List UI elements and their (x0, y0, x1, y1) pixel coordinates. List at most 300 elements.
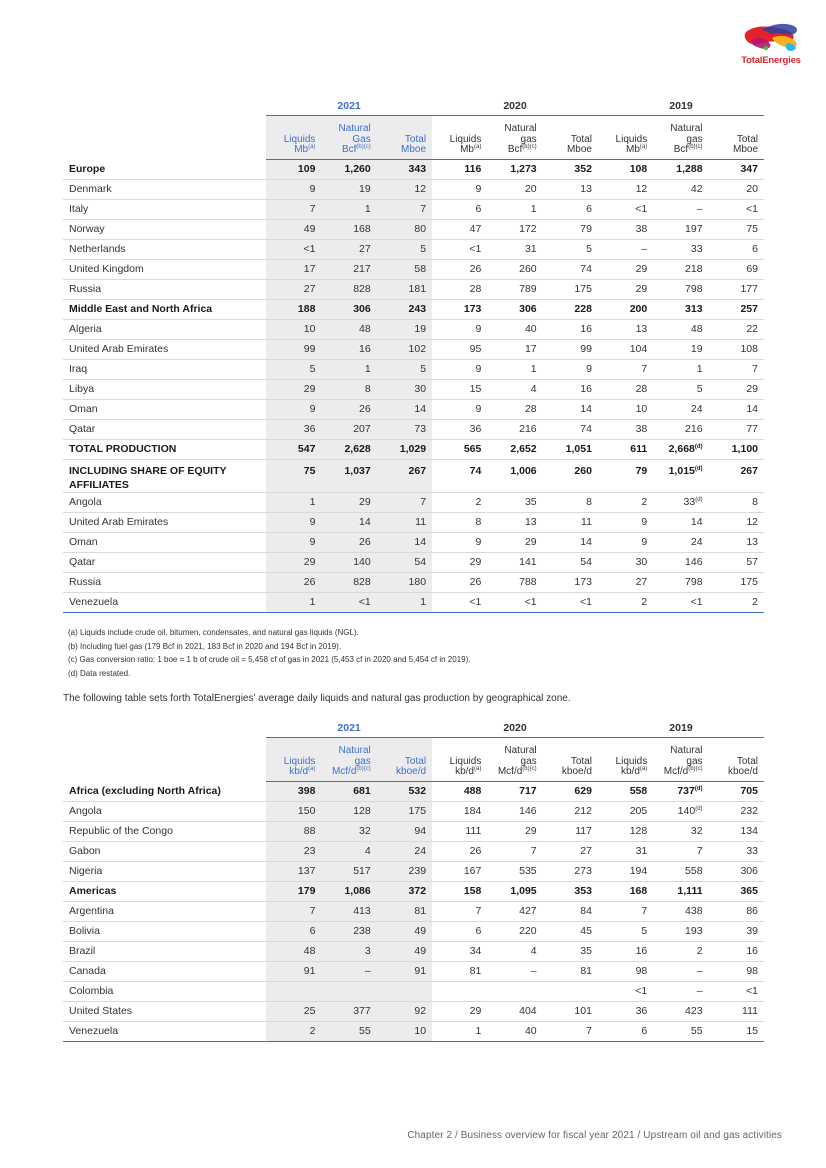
table-cell: 9 (598, 512, 653, 532)
table-cell: 7 (709, 359, 764, 379)
column-header: Natural gas Mcf/$d^{(b)(c)}$ (653, 737, 708, 781)
table-cell: 789 (487, 279, 542, 299)
table-cell: <1 (598, 199, 653, 219)
table-cell: 32 (653, 821, 708, 841)
table-cell: 137 (266, 861, 321, 881)
table-cell: 33 (709, 841, 764, 861)
table-cell: 611 (598, 439, 653, 459)
table-cell: 173 (543, 572, 598, 592)
table-cell: 1 (266, 592, 321, 612)
table-cell: 175 (709, 572, 764, 592)
table-cell: – (487, 961, 542, 981)
table-cell: 79 (598, 459, 653, 492)
table-cell: 95 (432, 339, 487, 359)
table-cell: 352 (543, 159, 598, 179)
table-cell: 23 (266, 841, 321, 861)
table-row (63, 552, 764, 572)
table-cell: 101 (543, 1001, 598, 1021)
row-label: Middle East and North Africa (63, 299, 266, 319)
table-cell: 58 (377, 259, 432, 279)
table-cell: 140 (321, 552, 376, 572)
table-cell: 5 (543, 239, 598, 259)
table-cell: 13 (709, 532, 764, 552)
table-cell: 36 (598, 1001, 653, 1021)
year-header: 2021 (266, 97, 432, 115)
table-cell: 173 (432, 299, 487, 319)
logo-text: TotalEnergies (741, 55, 801, 66)
table-cell: 1 (487, 359, 542, 379)
row-label: Canada (63, 961, 266, 981)
table-cell: 343 (377, 159, 432, 179)
row-label: Oman (63, 532, 266, 552)
table-row (63, 179, 764, 199)
table-cell: 22 (709, 319, 764, 339)
table-cell: 9 (432, 319, 487, 339)
row-label: Angola (63, 801, 266, 821)
table-cell: 91 (266, 961, 321, 981)
table-cell: 184 (432, 801, 487, 821)
table-cell: 11 (543, 512, 598, 532)
table-cell: 141 (487, 552, 542, 572)
table-cell: 24 (377, 841, 432, 861)
year-header: 2019 (598, 719, 764, 737)
table-cell: 232 (709, 801, 764, 821)
table-cell: 2,668$^{(d)}$ (653, 439, 708, 459)
table-cell: 207 (321, 419, 376, 439)
table-cell: 168 (321, 219, 376, 239)
table-cell: 16 (321, 339, 376, 359)
table-cell: 81 (543, 961, 598, 981)
table-cell: 35 (543, 941, 598, 961)
table-cell: 16 (543, 319, 598, 339)
row-label: Algeria (63, 319, 266, 339)
table-row (63, 592, 764, 612)
table-cell: 8 (543, 492, 598, 512)
table-cell: 19 (321, 179, 376, 199)
table-cell: 2,652 (487, 439, 542, 459)
table-cell: 1,015$^{(d)}$ (653, 459, 708, 492)
table-cell: 267 (709, 459, 764, 492)
daily-production-table (63, 719, 764, 1042)
table-cell: <1 (709, 199, 764, 219)
table-cell: <1 (432, 592, 487, 612)
table-cell: 558 (598, 781, 653, 801)
table-cell: 29 (432, 1001, 487, 1021)
table-cell: 20 (487, 179, 542, 199)
row-label: Venezuela (63, 592, 266, 612)
table-cell: 146 (487, 801, 542, 821)
table-cell: 372 (377, 881, 432, 901)
column-header: Liquids Mb$^{(a)}$ (432, 115, 487, 159)
table-cell: 116 (432, 159, 487, 179)
table-row (63, 359, 764, 379)
table-cell: 4 (487, 379, 542, 399)
table-cell: 717 (487, 781, 542, 801)
table-cell: 2 (266, 1021, 321, 1041)
table-cell: 1 (266, 492, 321, 512)
table-cell: <1 (432, 239, 487, 259)
table-cell: 200 (598, 299, 653, 319)
footnote-d: (d) Data restated. (68, 668, 131, 678)
table-cell (543, 981, 598, 1001)
table-row (63, 439, 764, 459)
table-cell: 260 (487, 259, 542, 279)
row-label: Argentina (63, 901, 266, 921)
table-cell: 33$^{(d)}$ (653, 492, 708, 512)
table-row (63, 1001, 764, 1021)
table-row (63, 239, 764, 259)
table-row (63, 199, 764, 219)
table-cell: 69 (709, 259, 764, 279)
table-cell: 404 (487, 1001, 542, 1021)
table-cell: 39 (709, 921, 764, 941)
table-cell: 306 (487, 299, 542, 319)
table-cell: 5 (598, 921, 653, 941)
table-cell: 91 (377, 961, 432, 981)
table-cell: 38 (598, 219, 653, 239)
row-label: Americas (63, 881, 266, 901)
table-cell: 7 (266, 901, 321, 921)
table-cell: 193 (653, 921, 708, 941)
table-cell: 12 (709, 512, 764, 532)
table-cell (377, 981, 432, 1001)
table-cell: 5 (377, 359, 432, 379)
row-label: TOTAL PRODUCTION (63, 439, 266, 459)
table-cell: 75 (266, 459, 321, 492)
table-cell: 681 (321, 781, 376, 801)
row-label: United Arab Emirates (63, 339, 266, 359)
table-row (63, 532, 764, 552)
table-cell: 243 (377, 299, 432, 319)
table-cell: 30 (598, 552, 653, 572)
table-cell: 29 (487, 532, 542, 552)
column-header: Liquids Mb$^{(a)}$ (598, 115, 653, 159)
table-cell: 55 (321, 1021, 376, 1041)
table-cell: 828 (321, 572, 376, 592)
table-cell: 26 (321, 532, 376, 552)
table-cell: 194 (598, 861, 653, 881)
table-cell: 488 (432, 781, 487, 801)
table-cell: 5 (653, 379, 708, 399)
table-cell: 220 (487, 921, 542, 941)
table-cell: 6 (543, 199, 598, 219)
table-cell: 26 (266, 572, 321, 592)
table-cell: 28 (487, 399, 542, 419)
table-cell: 111 (709, 1001, 764, 1021)
table-cell: 168 (598, 881, 653, 901)
column-header: Liquids $kb/d^{(a)}$ (432, 737, 487, 781)
table-cell: 14 (543, 399, 598, 419)
row-label: Iraq (63, 359, 266, 379)
table-cell: 6 (432, 199, 487, 219)
year-header: 2020 (432, 719, 598, 737)
table-cell: 8 (321, 379, 376, 399)
table-cell: 57 (709, 552, 764, 572)
table-cell: 24 (653, 532, 708, 552)
table-cell: 9 (432, 359, 487, 379)
table-cell: 49 (377, 941, 432, 961)
table-cell: 438 (653, 901, 708, 921)
table-cell: 73 (377, 419, 432, 439)
table-cell: 1 (377, 592, 432, 612)
table-cell: 9 (432, 399, 487, 419)
table-row (63, 781, 764, 801)
table-cell: 158 (432, 881, 487, 901)
table-cell: 15 (709, 1021, 764, 1041)
table-cell: 217 (321, 259, 376, 279)
table-cell: 7 (266, 199, 321, 219)
table-cell: 102 (377, 339, 432, 359)
table-row (63, 339, 764, 359)
table-row (63, 572, 764, 592)
table-cell: 218 (653, 259, 708, 279)
table-cell: – (598, 239, 653, 259)
table-cell: 34 (432, 941, 487, 961)
row-label: Venezuela (63, 1021, 266, 1041)
table-cell: 14 (653, 512, 708, 532)
table-cell: 517 (321, 861, 376, 881)
row-label: United Kingdom (63, 259, 266, 279)
table-cell: 128 (321, 801, 376, 821)
logo-mark-icon (742, 22, 800, 54)
table-cell: 74 (543, 259, 598, 279)
table-cell: 9 (543, 359, 598, 379)
column-header: Natural Gas Bcf$^{(b)(c)}$ (321, 115, 376, 159)
table-cell: 29 (598, 259, 653, 279)
table-cell: 75 (709, 219, 764, 239)
table-cell: 3 (321, 941, 376, 961)
table-cell: 7 (598, 359, 653, 379)
table-cell: 181 (377, 279, 432, 299)
table-cell: 10 (266, 319, 321, 339)
table-cell: 5 (266, 359, 321, 379)
table-cell: 1,273 (487, 159, 542, 179)
table-cell: 398 (266, 781, 321, 801)
table-cell: 26 (321, 399, 376, 419)
table-cell: 313 (653, 299, 708, 319)
column-header: Total kboe/d (377, 737, 432, 781)
row-label: United States (63, 1001, 266, 1021)
table-cell: 55 (653, 1021, 708, 1041)
row-label: Norway (63, 219, 266, 239)
table-cell: 9 (266, 512, 321, 532)
table-cell: 26 (432, 572, 487, 592)
table-cell: 28 (598, 379, 653, 399)
table-row (63, 419, 764, 439)
table-cell: 273 (543, 861, 598, 881)
row-label: Russia (63, 279, 266, 299)
table-cell: 12 (377, 179, 432, 199)
table-cell: 16 (709, 941, 764, 961)
table-cell: <1 (266, 239, 321, 259)
table-cell: 798 (653, 572, 708, 592)
table-row (63, 459, 764, 492)
table-row (63, 399, 764, 419)
table-cell: 98 (709, 961, 764, 981)
table-cell: 117 (543, 821, 598, 841)
table-row (63, 801, 764, 821)
table-row (63, 941, 764, 961)
row-label: Oman (63, 399, 266, 419)
table-cell: 42 (653, 179, 708, 199)
table-cell: 1 (321, 199, 376, 219)
table-row (63, 379, 764, 399)
table-cell: 175 (543, 279, 598, 299)
table-cell: 197 (653, 219, 708, 239)
table-cell: 188 (266, 299, 321, 319)
table-cell: 1,006 (487, 459, 542, 492)
table-cell: 9 (266, 179, 321, 199)
table-cell: 177 (709, 279, 764, 299)
table-cell: 365 (709, 881, 764, 901)
table-cell: 35 (487, 492, 542, 512)
table-cell: 108 (598, 159, 653, 179)
table-row (63, 901, 764, 921)
table-cell (266, 981, 321, 1001)
table-cell: <1 (709, 981, 764, 1001)
footnote-c: (c) Gas conversion ratio: 1 boe = 1 b of crude oil = 5,458 cf of gas in 2021 (5,453 cf in 2020 and 5,454 cf in 2019). (68, 655, 471, 664)
table-cell: 4 (487, 941, 542, 961)
table-cell: 40 (487, 319, 542, 339)
table-cell: 36 (432, 419, 487, 439)
table-cell: 27 (321, 239, 376, 259)
table-cell: 30 (377, 379, 432, 399)
table-cell: 48 (266, 941, 321, 961)
column-header: Total Mboe (377, 115, 432, 159)
table-cell: 347 (709, 159, 764, 179)
column-header: Natural gas Bcf$^{(b)(c)}$ (487, 115, 542, 159)
table-cell: 1,100 (709, 439, 764, 459)
table-cell: 19 (377, 319, 432, 339)
table-cell: 1,037 (321, 459, 376, 492)
table-cell: 54 (377, 552, 432, 572)
table-cell (432, 981, 487, 1001)
table-cell: 306 (709, 861, 764, 881)
row-label: Europe (63, 159, 266, 179)
table-cell: 6 (598, 1021, 653, 1041)
table-cell: 423 (653, 1001, 708, 1021)
table-cell: 4 (321, 841, 376, 861)
row-label: Brazil (63, 941, 266, 961)
table-cell: 172 (487, 219, 542, 239)
column-header: Total kboe/d (543, 737, 598, 781)
year-header: 2019 (598, 97, 764, 115)
row-label: Denmark (63, 179, 266, 199)
table-cell: 6 (709, 239, 764, 259)
table-cell: 86 (709, 901, 764, 921)
table-cell: 81 (432, 961, 487, 981)
table-cell: 29 (598, 279, 653, 299)
table-cell: 798 (653, 279, 708, 299)
table-cell: 31 (598, 841, 653, 861)
footnote-a: (a) Liquids include crude oil, bitumen, condensates, and natural gas liquids (NGL). (68, 628, 359, 637)
table-cell: 27 (598, 572, 653, 592)
table-cell: 24 (653, 399, 708, 419)
column-header: Liquids Mb$^{(a)}$ (266, 115, 321, 159)
table-cell: 413 (321, 901, 376, 921)
table-cell: 532 (377, 781, 432, 801)
table-row (63, 159, 764, 179)
row-label: Qatar (63, 552, 266, 572)
table-cell: – (653, 199, 708, 219)
table-cell: 36 (266, 419, 321, 439)
table-row (63, 259, 764, 279)
table-cell: 104 (598, 339, 653, 359)
column-header: Natural gas Bcf$^{(b)(c)}$ (653, 115, 708, 159)
table-cell: 1,260 (321, 159, 376, 179)
table-cell: 558 (653, 861, 708, 881)
row-label: Nigeria (63, 861, 266, 881)
table-cell: 2 (709, 592, 764, 612)
table-cell: 8 (432, 512, 487, 532)
table-cell: 167 (432, 861, 487, 881)
row-label: Italy (63, 199, 266, 219)
table-cell: <1 (321, 592, 376, 612)
table-cell: 14 (543, 532, 598, 552)
table-cell: 29 (266, 552, 321, 572)
table-cell: 27 (543, 841, 598, 861)
table-cell: <1 (543, 592, 598, 612)
table-cell: 179 (266, 881, 321, 901)
table-cell: 1,288 (653, 159, 708, 179)
table-cell: 40 (487, 1021, 542, 1041)
table-cell: 14 (377, 532, 432, 552)
table-cell: 8 (709, 492, 764, 512)
table-cell: 29 (487, 821, 542, 841)
table-cell: 1,051 (543, 439, 598, 459)
table-cell: 705 (709, 781, 764, 801)
table-cell: 20 (709, 179, 764, 199)
table-cell: 38 (598, 419, 653, 439)
table-cell: 788 (487, 572, 542, 592)
table-cell: 48 (321, 319, 376, 339)
table-row (63, 512, 764, 532)
table-cell: 180 (377, 572, 432, 592)
column-header: Total Mboe (709, 115, 764, 159)
row-label: Angola (63, 492, 266, 512)
row-label: Russia (63, 572, 266, 592)
table-cell: 49 (377, 921, 432, 941)
table-row (63, 921, 764, 941)
table-cell: 7 (432, 901, 487, 921)
row-label: Republic of the Congo (63, 821, 266, 841)
table-cell: 6 (432, 921, 487, 941)
table-cell: 2 (653, 941, 708, 961)
totalenergies-logo (738, 22, 804, 70)
table-cell: 257 (709, 299, 764, 319)
table-cell: 79 (543, 219, 598, 239)
table-cell: <1 (653, 592, 708, 612)
table-row (63, 881, 764, 901)
table-cell: 10 (598, 399, 653, 419)
table-cell: 427 (487, 901, 542, 921)
table-cell: 17 (266, 259, 321, 279)
table-cell: 238 (321, 921, 376, 941)
table-cell: 239 (377, 861, 432, 881)
table-cell: 31 (487, 239, 542, 259)
footnote-b: (b) Including fuel gas (179 Bcf in 2021, 183 Bcf in 2020 and 194 Bcf in 2019). (68, 641, 342, 651)
column-header: Total kboe/d (709, 737, 764, 781)
column-header: Natural gas Mcf/$d^{(b)(c)}$ (487, 737, 542, 781)
table-cell (487, 981, 542, 1001)
row-label: United Arab Emirates (63, 512, 266, 532)
column-header: Liquids $kb/d^{(a)}$ (266, 737, 321, 781)
table-cell: 29 (321, 492, 376, 512)
table-cell: 11 (377, 512, 432, 532)
table-row (63, 821, 764, 841)
table-cell: 13 (543, 179, 598, 199)
intro-paragraph: The following table sets forth TotalEnergies' average daily liquids and natural gas production by geographical zone. (63, 693, 571, 704)
